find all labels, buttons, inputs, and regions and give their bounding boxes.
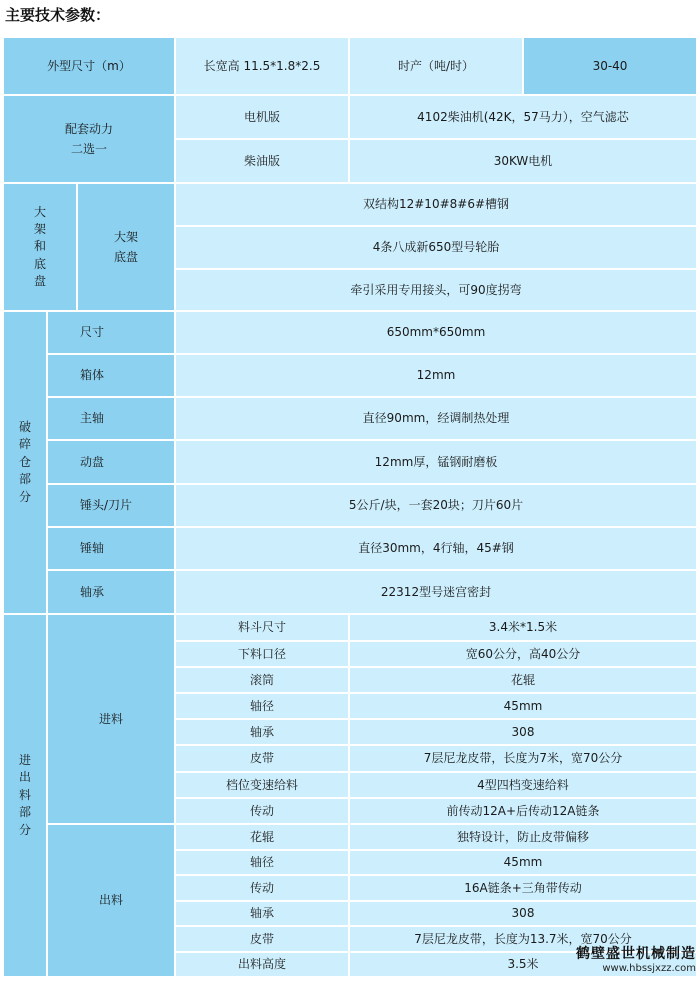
frame-sublabel — [78, 184, 176, 312]
frame-label-char: 底 — [33, 256, 46, 271]
feed-in-item-value: 45mm — [350, 694, 698, 720]
feed-out-item-value: 7层尼龙皮带，长度为13.7米，宽70公分 — [350, 927, 698, 953]
power-item-value: 4102柴油机(42K，57马力），空气滤芯 — [350, 96, 698, 140]
feed-out-item-name: 花辊 — [176, 825, 350, 851]
crusher-label-char: 部 — [18, 472, 31, 487]
frame-item: 4条八成新650型号轮胎 — [176, 227, 698, 270]
frame-label-char: 大 — [33, 204, 46, 219]
frame-sublabel-line1: 大架 — [113, 229, 138, 244]
output-value: 30-40 — [524, 38, 698, 96]
frame-label-char: 架 — [33, 221, 46, 236]
crusher-item-name: 锤头/刀片 — [48, 485, 176, 528]
crusher-item-name: 动盘 — [48, 441, 176, 485]
feed-out-item-name: 传动 — [176, 876, 350, 902]
page-title: 主要技术参数： — [5, 6, 111, 24]
feed-in-item-value: 3.4米*1.5米 — [350, 615, 698, 642]
crusher-item-name: 锤轴 — [48, 528, 176, 571]
frame-label-char: 和 — [33, 239, 46, 254]
frame-label-char: 盘 — [33, 274, 46, 289]
feed-in-item-value: 7层尼龙皮带，长度为7米，宽70公分 — [350, 746, 698, 773]
feed-in-item-name: 轴径 — [176, 694, 350, 720]
crusher-item-value: 直径90mm，经调制热处理 — [176, 398, 698, 441]
feed-out-item-value: 45mm — [350, 851, 698, 876]
frame-sublabel-line2: 底盘 — [113, 250, 138, 264]
feed-out-item-name: 轴承 — [176, 902, 350, 927]
size-dims: 长宽高 11.5*1.8*2.5 — [176, 38, 350, 96]
feed-in-item-value: 宽60公分，高40公分 — [350, 642, 698, 668]
crusher-label-char: 分 — [18, 489, 31, 504]
feed-out-item-name: 轴径 — [176, 851, 350, 876]
feed-out-item-name: 皮带 — [176, 927, 350, 953]
crusher-item-name: 轴承 — [48, 571, 176, 615]
feed-in-item-name: 档位变速给料 — [176, 773, 350, 799]
feed-in-item-name: 下料口径 — [176, 642, 350, 668]
crusher-label — [4, 312, 48, 615]
feed-label — [4, 615, 48, 978]
crusher-item-value: 650mm*650mm — [176, 312, 698, 355]
frame-label — [4, 184, 78, 312]
feed-in-item-value: 花辊 — [350, 668, 698, 694]
frame-item: 双结构12#10#8#6#槽钢 — [176, 184, 698, 227]
feed-label-char: 进 — [18, 753, 31, 768]
power-label-line1: 配套动力 — [64, 121, 113, 136]
feed-in-item-value: 前传动12A+后传动12A链条 — [350, 799, 698, 825]
feed-in-item-name: 滚筒 — [176, 668, 350, 694]
feed-in-item-name: 料斗尺寸 — [176, 615, 350, 642]
feed-out-label: 出料 — [48, 825, 176, 978]
crusher-label-char: 碎 — [18, 437, 31, 452]
feed-in-item-name: 传动 — [176, 799, 350, 825]
output-label: 时产（吨/时） — [350, 38, 524, 96]
feed-in-item-value: 308 — [350, 720, 698, 746]
watermark — [576, 946, 696, 975]
crusher-item-value: 12mm厚，锰钢耐磨板 — [176, 441, 698, 485]
power-item-value: 30KW电机 — [350, 140, 698, 184]
power-item-name: 电机版 — [176, 96, 350, 140]
feed-label-char: 分 — [18, 822, 31, 837]
frame-item: 牵引采用专用接头，可90度拐弯 — [176, 270, 698, 312]
power-label — [4, 96, 176, 184]
crusher-label-char: 破 — [18, 420, 31, 435]
feed-out-item-name: 出料高度 — [176, 953, 350, 978]
watermark-url: www.hbssjxzz.com — [602, 962, 696, 974]
feed-out-item-value: 308 — [350, 902, 698, 927]
feed-out-item-value: 16A链条+三角带传动 — [350, 876, 698, 902]
crusher-item-name: 尺寸 — [48, 312, 176, 355]
crusher-item-name: 主轴 — [48, 398, 176, 441]
crusher-item-value: 12mm — [176, 355, 698, 398]
crusher-item-value: 5公斤/块，一套20块；刀片60片 — [176, 485, 698, 528]
feed-label-char: 部 — [18, 805, 31, 820]
feed-in-item-value: 4型四档变速给料 — [350, 773, 698, 799]
power-label-line2: 二选一 — [70, 142, 107, 156]
watermark-company: 鹤壁盛世机械制造 — [576, 946, 696, 962]
crusher-item-value: 直径30mm，4行轴，45#钢 — [176, 528, 698, 571]
feed-label-char: 出 — [18, 770, 31, 785]
crusher-label-char: 仓 — [18, 454, 31, 469]
feed-in-item-name: 皮带 — [176, 746, 350, 773]
crusher-item-name: 箱体 — [48, 355, 176, 398]
feed-out-item-value: 3.5米 — [350, 953, 698, 978]
size-label: 外型尺寸（m） — [4, 38, 176, 96]
crusher-item-value: 22312型号迷宫密封 — [176, 571, 698, 615]
feed-in-label: 进料 — [48, 615, 176, 825]
power-item-name: 柴油版 — [176, 140, 350, 184]
feed-out-item-value: 独特设计，防止皮带偏移 — [350, 825, 698, 851]
feed-label-char: 料 — [18, 787, 31, 802]
feed-in-item-name: 轴承 — [176, 720, 350, 746]
